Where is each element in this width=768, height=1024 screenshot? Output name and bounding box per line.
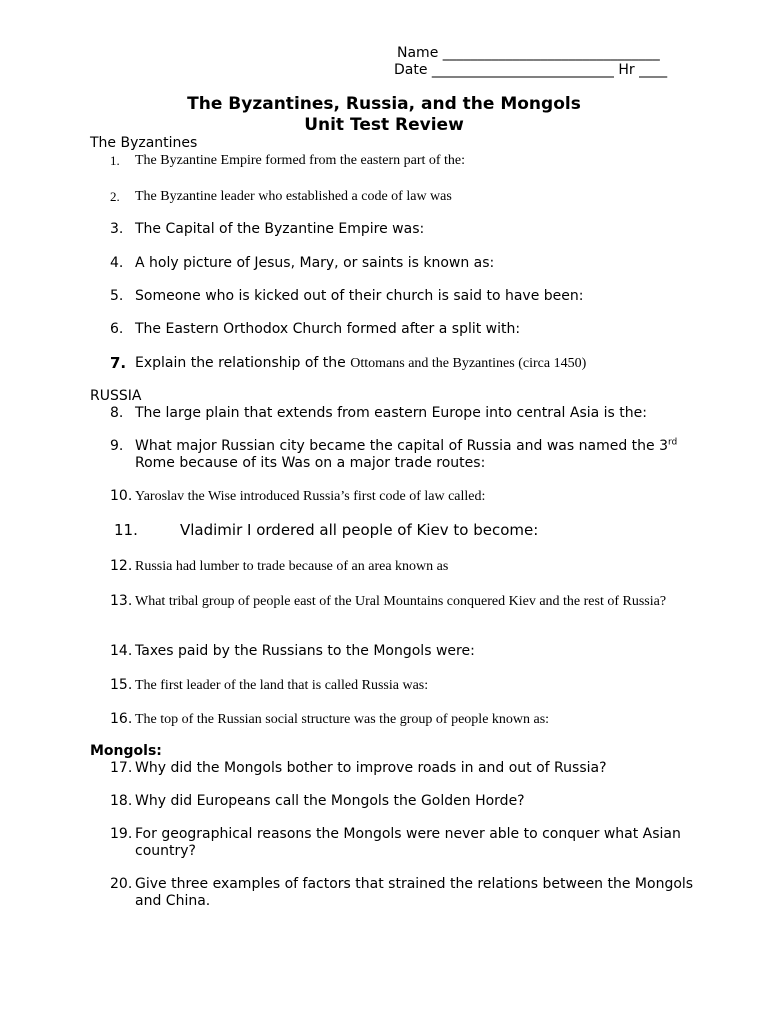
- question-number: 20.: [110, 876, 133, 892]
- question-text: The first leader of the land that is called Russia was:: [135, 678, 429, 693]
- question-number: 11.: [114, 521, 138, 539]
- question-number: 17.: [110, 760, 133, 776]
- question-text: Explain the relationship of the: [135, 355, 351, 371]
- question-text-continued: Ottomans and the Byzantines (circa 1450): [350, 356, 587, 371]
- question-text: Yaroslav the Wise introduced Russia’s first code of law called:: [135, 489, 486, 504]
- question-text: What major Russian city became the capital of Russia and was named the 3: [135, 438, 668, 454]
- date-hour-field-line: Date __________________________ Hr ____: [394, 62, 668, 78]
- question-text: Someone who is kicked out of their church is said to have been:: [135, 288, 584, 304]
- question-text: Why did the Mongols bother to improve roads in and out of Russia?: [135, 760, 607, 776]
- question-3: [110, 221, 695, 238]
- question-7: [110, 355, 695, 372]
- document-title: The Byzantines, Russia, and the Mongols: [187, 94, 581, 114]
- question-text: The Capital of the Byzantine Empire was:: [135, 221, 425, 237]
- question-number: 2.: [110, 189, 120, 204]
- question-text: Vladimir I ordered all people of Kiev to become:: [180, 521, 539, 539]
- section-heading-russia: RUSSIA: [90, 388, 142, 404]
- question-number: 14.: [110, 643, 133, 659]
- question-number: 3.: [110, 221, 124, 237]
- question-text: The top of the Russian social structure was the group of people known as:: [135, 712, 550, 727]
- question-text: For geographical reasons the Mongols were never able to conquer what Asian country?: [135, 826, 681, 859]
- question-14: [110, 643, 695, 660]
- section-heading-byzantines: The Byzantines: [90, 135, 198, 151]
- question-text-continued: Rome because of its Was on a major trade routes:: [135, 455, 486, 471]
- question-number: 13.: [110, 593, 133, 609]
- question-10: [110, 488, 695, 505]
- question-number: 8.: [110, 405, 124, 421]
- question-15: [110, 677, 695, 694]
- section-heading-mongols: Mongols:: [90, 743, 162, 759]
- question-number: 9.: [110, 438, 124, 454]
- question-number: 5.: [110, 288, 124, 304]
- question-6: [110, 321, 695, 338]
- name-field-line: Name _______________________________: [397, 45, 660, 61]
- question-text: The large plain that extends from eastern Europe into central Asia is the:: [135, 405, 647, 421]
- question-text: Taxes paid by the Russians to the Mongols were:: [135, 643, 475, 659]
- document-subtitle: Unit Test Review: [304, 115, 464, 135]
- question-number: 10.: [110, 488, 133, 504]
- question-text: What tribal group of people east of the Ural Mountains conquered Kiev and the rest of Russia?: [135, 594, 667, 609]
- question-text: Why did Europeans call the Mongols the Golden Horde?: [135, 793, 525, 809]
- question-number: 1.: [110, 153, 120, 168]
- question-20: [110, 876, 695, 910]
- question-16: [110, 711, 695, 728]
- question-number: 18.: [110, 793, 133, 809]
- question-5: [110, 288, 695, 305]
- question-number: 16.: [110, 711, 133, 727]
- question-text: The Byzantine Empire formed from the eastern part of the:: [135, 153, 466, 168]
- question-1: [110, 152, 695, 169]
- question-12: [110, 558, 695, 575]
- question-11: [110, 522, 695, 539]
- question-number: 4.: [110, 255, 124, 271]
- question-number: 7.: [110, 354, 127, 372]
- question-19: [110, 826, 695, 860]
- question-17: [110, 760, 695, 777]
- question-8: [110, 405, 695, 422]
- question-number: 19.: [110, 826, 133, 842]
- ordinal-superscript: rd: [668, 437, 678, 448]
- question-number: 15.: [110, 677, 133, 693]
- question-number: 6.: [110, 321, 124, 337]
- question-text: Give three examples of factors that strained the relations between the Mongols and China.: [135, 876, 694, 909]
- question-text: A holy picture of Jesus, Mary, or saints is known as:: [135, 255, 495, 271]
- question-text: Russia had lumber to trade because of an area known as: [135, 559, 449, 574]
- question-13: [110, 593, 695, 610]
- question-4: [110, 255, 695, 272]
- question-text: The Eastern Orthodox Church formed after a split with:: [135, 321, 521, 337]
- question-2: [110, 188, 695, 205]
- question-18: [110, 793, 695, 810]
- question-text: The Byzantine leader who established a code of law was: [135, 189, 452, 204]
- question-9: [110, 438, 695, 472]
- question-number: 12.: [110, 558, 133, 574]
